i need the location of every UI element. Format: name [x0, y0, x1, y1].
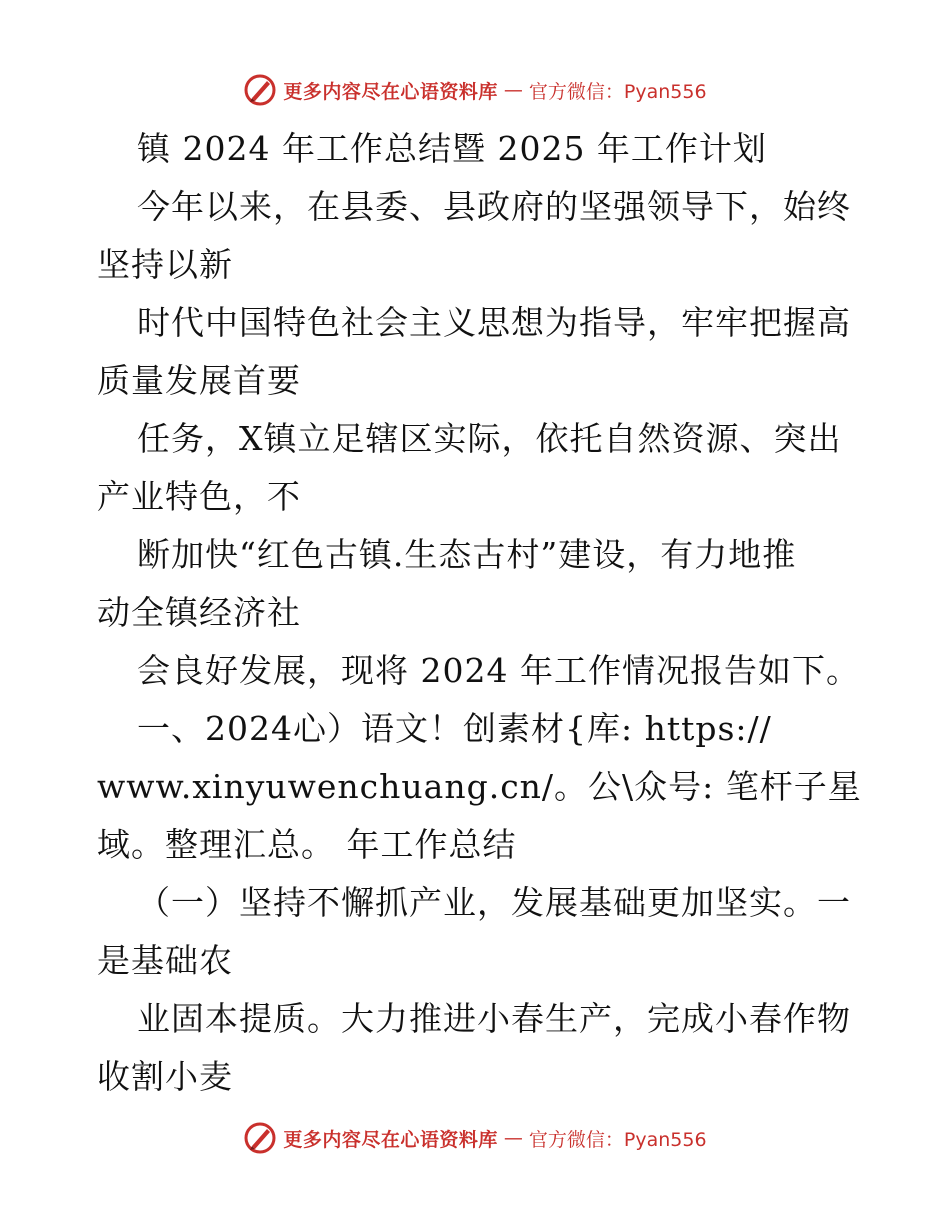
document-line: 收割小麦 — [97, 1057, 233, 1096]
document-line: 坚持以新 — [97, 245, 233, 284]
pen-logo-icon — [243, 73, 277, 107]
banner-wechat: 官方微信：Pyan556 — [528, 1128, 707, 1151]
document-line: （一）坚持不懈抓产业，发展基础更加坚实。一 — [137, 883, 851, 922]
document-line: 今年以来，在县委、县政府的坚强领导下，始终 — [137, 187, 851, 226]
banner-separator: — — [503, 1127, 523, 1149]
document-line: 会良好发展，现将 2024 年工作情况报告如下。 — [137, 651, 860, 690]
document-line: www.xinyuwenchuang.cn/。公\众号: 笔杆子星 — [97, 767, 862, 806]
document-line: 产业特色，不 — [97, 477, 301, 516]
document-line: 是基础农 — [97, 941, 233, 980]
banner-text: 更多内容尽在心语资料库 — [283, 1128, 498, 1151]
pen-logo-icon — [243, 1121, 277, 1155]
banner-separator: — — [503, 79, 523, 101]
banner-text: 更多内容尽在心语资料库 — [283, 80, 498, 103]
banner-wechat: 官方微信：Pyan556 — [528, 80, 707, 103]
document-line: 域。整理汇总。 年工作总结 — [97, 825, 517, 864]
footer-banner — [0, 1118, 950, 1158]
document-line: 时代中国特色社会主义思想为指导，牢牢把握高 — [137, 303, 851, 342]
document-line: 一、2024心）语文！创素材{库: https:// — [137, 709, 772, 748]
document-line: 动全镇经济社 — [97, 593, 301, 632]
document-line: 业固本提质。大力推进小春生产，完成小春作物 — [137, 999, 851, 1038]
document-title: 镇 2024 年工作总结暨 2025 年工作计划 — [137, 129, 767, 168]
header-banner — [0, 70, 950, 110]
document-line: 质量发展首要 — [97, 361, 301, 400]
document-line: 任务，X镇立足辖区实际，依托自然资源、突出 — [137, 419, 842, 458]
document-body — [97, 120, 862, 1106]
document-line: 断加快“红色古镇.生态古村”建设，有力地推 — [137, 535, 797, 574]
